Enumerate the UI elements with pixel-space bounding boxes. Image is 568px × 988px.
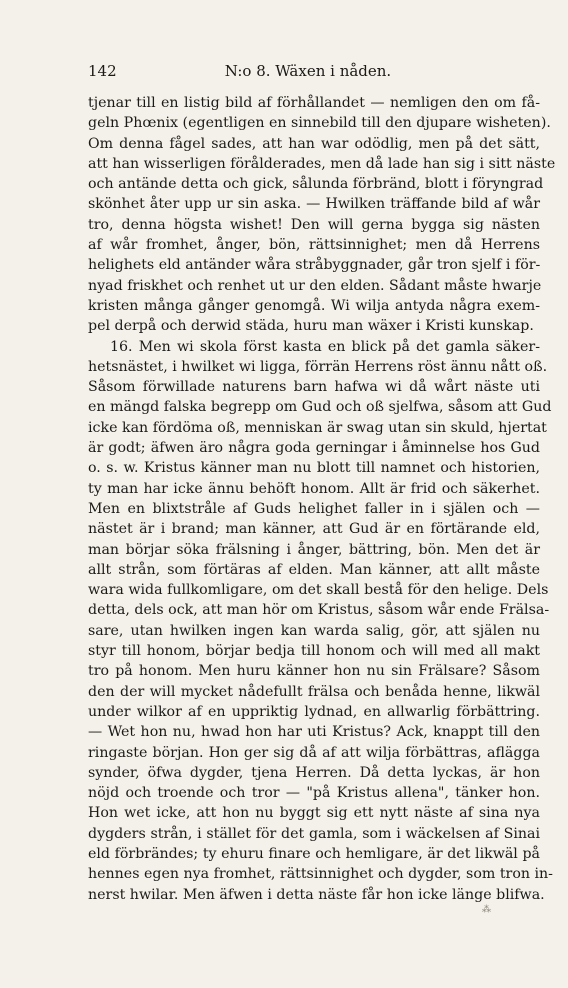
text-line: tro, denna högsta wishet! Den will gerna bygga sig nästen — [88, 216, 540, 233]
text-line: nyad friskhet och renhet ut ur den elden. Sådant måste hwarje — [88, 277, 542, 294]
text-line: nästet är i brand; man känner, att Gud är en förtärande eld, — [88, 521, 540, 538]
text-line: är godt; äfwen äro några goda gerningar i åminnelse hos Gud — [88, 440, 540, 457]
text-line: o. s. w. Kristus känner man nu blott till namnet och historien, — [88, 460, 540, 477]
text-line: den der will mycket nådefullt frälsa och benåda henne, likwäl — [88, 683, 540, 700]
page-number: 142 — [88, 62, 117, 80]
text-line: och antände detta och gick, sålunda förbränd, blott i föryngrad — [88, 176, 544, 193]
text-line: Såsom förwillade naturens barn hafwa wi då wårt näste uti — [88, 379, 540, 396]
text-line: af wår fromhet, ånger, bön, rättsinnighet; men då Herrens — [88, 237, 540, 254]
text-line: tjenar till en listig bild af förhållandet — nemligen den om få- — [88, 95, 540, 111]
text-line: pel derpå och derwid städa, huru man wäxer i Kristi kunskap. — [88, 318, 534, 335]
text-line: — Wet hon nu, hwad hon har uti Kristus? Ack, knappt till den — [88, 724, 540, 741]
running-head: N:o 8. Wäxen i nåden. — [224, 62, 392, 80]
text-line: eld förbrändes; ty ehuru finare och hemligare, är det likwäl på — [88, 845, 540, 862]
text-line: Hon wet icke, att hon nu byggt sig ett nytt näste af sina nya — [88, 805, 540, 822]
text-line: en mängd falska begrepp om Gud och oß sjelfwa, såsom att Gud — [88, 399, 552, 416]
text-line: nerst hwilar. Men äfwen i detta näste får hon icke länge blifwa. — [88, 886, 545, 903]
text-line: sare, utan hwilken ingen kan warda salig, gör, att själen nu — [88, 622, 540, 639]
text-line: ty man har icke ännu behöft honom. Allt är frid och säkerhet. — [88, 480, 540, 497]
text-line: icke kan fördöma oß, menniskan är swag utan sin skuld, hjertat — [88, 419, 547, 436]
text-line: man börjar söka frälsning i ånger, bättring, bön. Men det är — [88, 541, 540, 558]
text-line: geln Phœnix (egentligen en sinnebild till den djupare wisheten). — [88, 115, 551, 132]
text-line: att han wisserligen förålderades, men då lade han sig i sitt näste — [88, 155, 556, 172]
text-line: detta, dels ock, att man hör om Kristus, såsom wår ende Frälsa- — [88, 602, 550, 619]
text-line: allt strån, som förtäras af elden. Man känner, att allt måste — [88, 561, 540, 578]
text-line: ringaste början. Hon ger sig då af att wilja förbättras, aflägga — [88, 744, 540, 761]
text-line: helighets eld antänder wåra stråbyggnader, går tron sjelf i för- — [88, 257, 541, 274]
printer-mark: ⁂ — [482, 905, 491, 915]
text-line: nöjd och troende och tror — "på Kristus allena", tänker hon. — [88, 785, 540, 802]
text-line: hennes egen nya fromhet, rättsinnighet och dygder, som tron in- — [88, 866, 553, 883]
text-line: hetsnästet, i hwilket wi ligga, förrän Herrens röst ännu nått oß. — [88, 358, 548, 375]
text-line: styr till honom, börjar bedja till honom och will med all makt — [88, 643, 540, 660]
text-line: 16. Men wi skola först kasta en blick på det gamla säker- — [110, 338, 540, 355]
body-text — [88, 93, 556, 905]
text-line: under wilkor af en uppriktig lydnad, en allwarlig förbättring. — [88, 703, 540, 720]
text-line: Men en blixtstråle af Guds helighet faller in i själen och — — [88, 500, 540, 517]
text-line: skönhet åter upp ur sin aska. — Hwilken träffande bild af wår — [88, 196, 540, 213]
text-line: kristen många gånger genomgå. Wi wilja antyda några exem- — [88, 297, 540, 314]
text-line: dygders strån, i stället för det gamla, som i wäckelsen af Sinai — [88, 825, 540, 842]
text-line: tro på honom. Men huru känner hon nu sin Frälsare? Såsom — [88, 663, 540, 680]
text-line: synder, öfwa dygder, tjena Herren. Då detta lyckas, är hon — [88, 764, 540, 781]
text-line: Om denna fågel sades, att han war odödlig, men på det sätt, — [88, 135, 540, 152]
text-line: wara wida fullkomligare, om det skall bestå för den helige. Dels — [88, 582, 549, 599]
page-header — [88, 62, 528, 84]
